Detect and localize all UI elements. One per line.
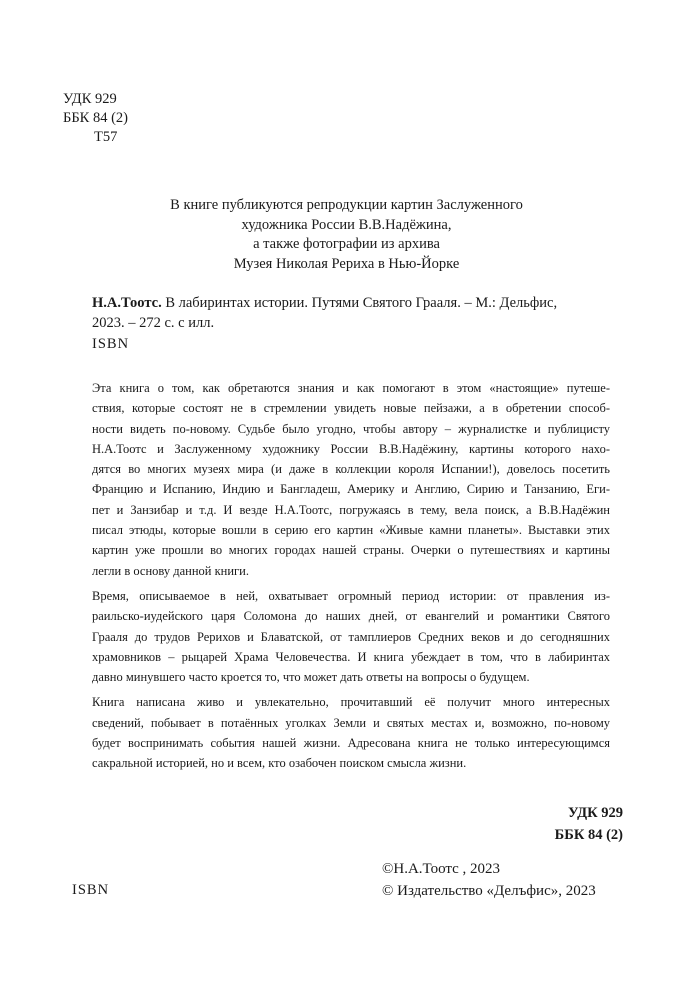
annotation-line: Эта книга о том, как обретаются знания и как помогают в этом «настоящие» путеше- [92,381,610,395]
copyright-block [382,858,596,902]
copyright-author: ©Н.А.Тоотс , 2023 [382,861,501,877]
reproduction-line: Музея Николая Рериха в Нью-Йорке [233,255,460,272]
reproduction-line: В книге публикуются репродукции картин Заслуженного [170,197,523,213]
annotation-line: дятся во многих музеях мира (и даже в коллекции короля Испании!), довелось посетить [92,462,610,477]
reproduction-line: а также фотографии из архива [253,236,440,252]
bibliographic-line-2: 2023. – 272 с. с илл. [92,314,215,331]
footer-udk-code: УДК 929 [567,805,623,821]
bbk-code: ББК 84 (2) [63,110,128,126]
annotation-line: сакральной историей, но и всем, кто озабочен поиском смысла жизни. [92,756,467,771]
annotation-line: ности видеть по-новому. Судьбе было угодно, чтобы автору – журналистке и публицисту [92,421,610,436]
annotation-line: будет воспринимать события нашей жизни. Адресована книга не только интересующимся [92,736,610,751]
isbn-label: ISBN [92,336,130,352]
annotation-line: легли в основу данной книги. [92,563,250,578]
author-mark: Т57 [94,129,118,145]
annotation [92,378,610,779]
author-name: Н.А.Тоотс. [92,295,162,311]
annotation-line: Францию и Испанию, Индию и Бангладеш, Америку и Англию, Сирию и Танзанию, Еги- [92,482,610,497]
annotation-paragraph [92,378,610,581]
classification-codes [63,90,128,147]
annotation-paragraph [92,586,610,687]
annotation-line: писал этюды, которые вошли в серию его картин «Живые камни планеты». Выставки этих [92,523,610,538]
title-imprint: В лабиринтах истории. Путями Святого Грааля. – М.: Дельфис, [161,295,558,311]
reproduction-line: художника России В.В.Надёжина, [241,216,452,233]
footer-isbn-label: ISBN [72,882,110,898]
bibliographic-line-1 [92,294,557,314]
annotation-line: картин уже прошли во многих городах нашей страны. Очерки о путешествиях и картины [92,543,610,558]
bibliographic-record [92,294,557,333]
annotation-line: Время, описываемое в ней, охватывает огромный период истории: от правления из- [92,588,610,603]
reproduction-note [0,196,693,274]
annotation-line: раильско-иудейского царя Соломона до наших дней, от евангелий и романтики Святого [92,609,610,624]
copyright-publisher: © Издательство «Делъфис», 2023 [382,883,596,899]
annotation-paragraph [92,692,610,773]
annotation-line: Книга написана живо и увлекательно, прочитавший её получит много интересных [92,695,610,710]
annotation-line: храмовников – рыцарей Храма Человечества. И книга убеждает в том, что в лабиринтах [92,649,610,664]
udk-code: УДК 929 [63,91,117,107]
annotation-line: давно минувшего часто кроется то, что может дать ответы на вопросы о будущем. [92,670,530,685]
annotation-line: пет и Занзибар и т.д. И везде Н.А.Тоотс, погружаясь в тему, вела поиск, а В.В.Надёжин [92,502,610,517]
annotation-line: сведений, побывает в потаённых уголках Земли и святых местах и, возможно, по-новому [92,715,610,730]
annotation-line: Грааля до трудов Рерихов и Блаватской, от тамплиеров Средних веков и до сегодняшних [92,629,610,644]
footer-bbk-code: ББК 84 (2) [554,827,623,843]
footer-classification-codes [555,802,623,846]
annotation-line: Н.А.Тоотс и Заслуженному художнику России В.В.Надёжину, картины которого нахо- [92,441,610,456]
annotation-line: ствия, которые состоят не в стремлении увидеть новые пейзажи, а в обретении способ- [92,401,610,416]
